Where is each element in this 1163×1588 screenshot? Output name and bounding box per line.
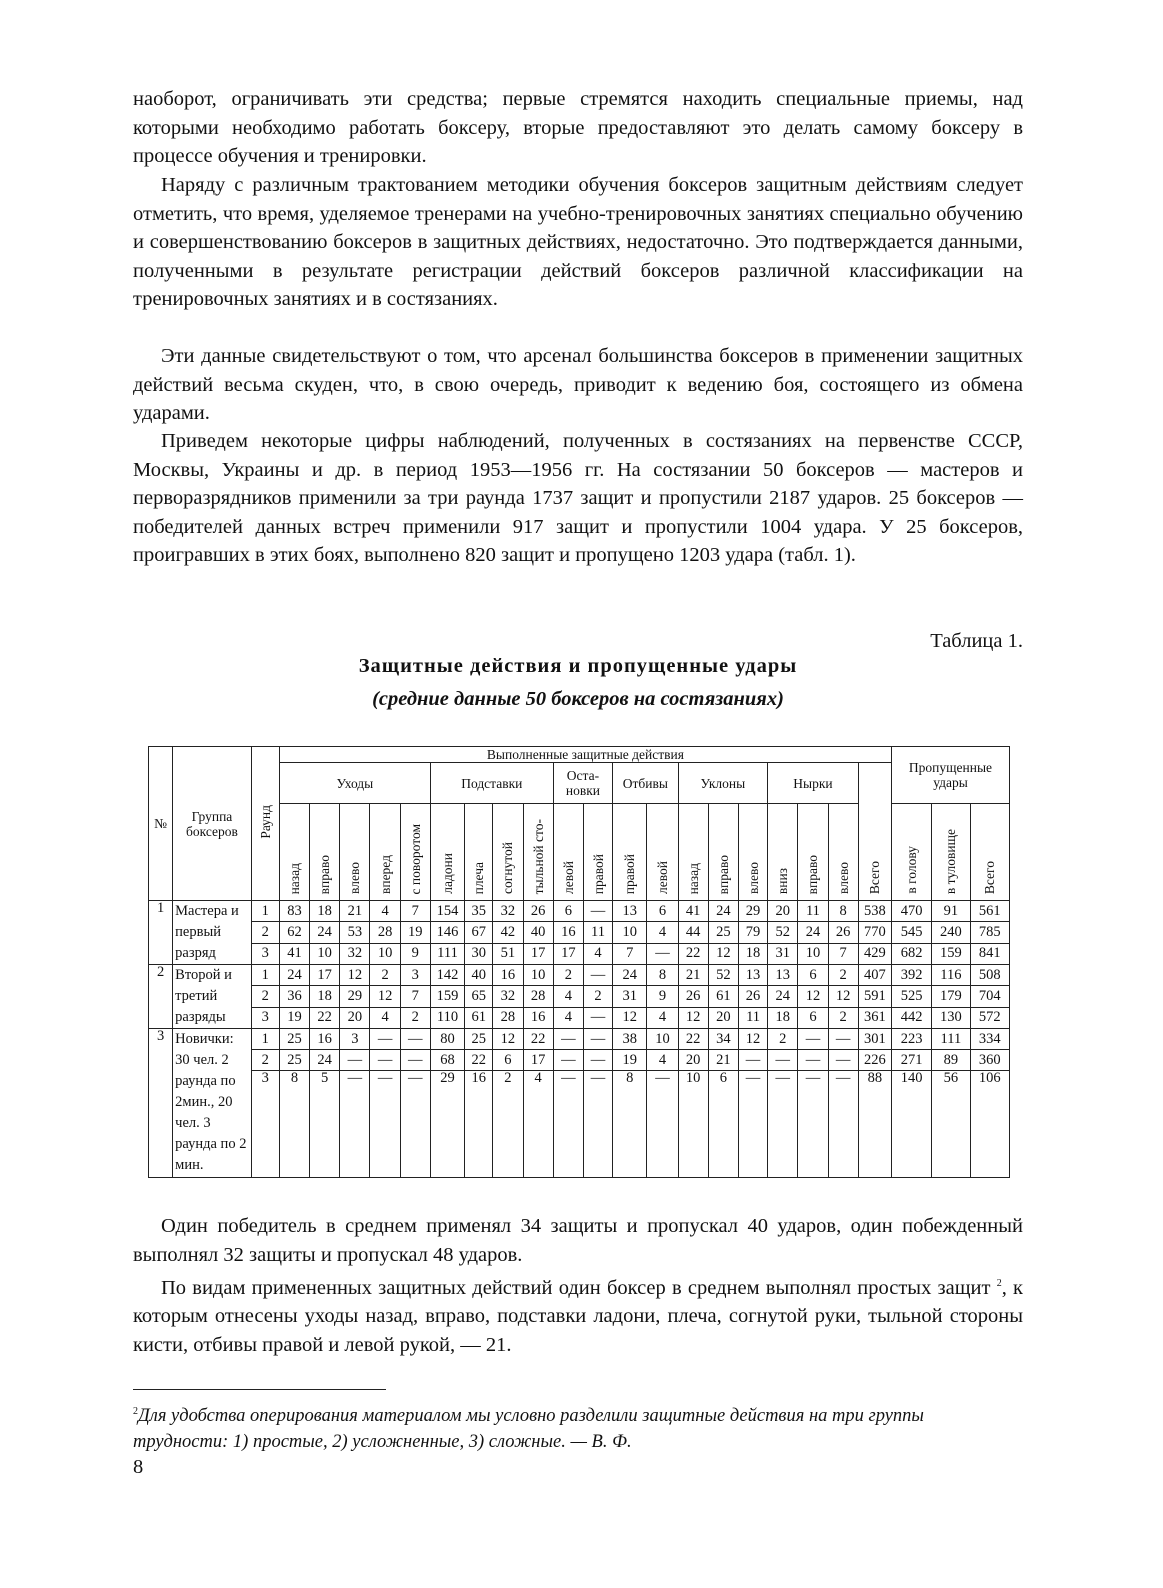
cell-value: 28 bbox=[493, 1007, 523, 1028]
cell-value: 301 bbox=[858, 1029, 891, 1050]
cell-value: 110 bbox=[430, 1007, 464, 1028]
cell-value: 2 bbox=[370, 965, 400, 986]
cell-value: 44 bbox=[678, 922, 708, 943]
cell-value: 24 bbox=[708, 901, 738, 922]
cell-value: — bbox=[400, 1029, 430, 1050]
header-otbivy: Отбивы bbox=[613, 763, 678, 804]
cell-value: 35 bbox=[465, 901, 493, 922]
header-group: Группа боксеров bbox=[173, 747, 252, 901]
col-header: вправо bbox=[798, 804, 828, 901]
cell-value: 591 bbox=[858, 986, 891, 1007]
cell-value: 13 bbox=[768, 965, 798, 986]
cell-value: 3 bbox=[340, 1029, 370, 1050]
cell-value: 4 bbox=[523, 1071, 553, 1178]
cell-value: 65 bbox=[465, 986, 493, 1007]
cell-value: 24 bbox=[613, 965, 647, 986]
cell-value: 61 bbox=[465, 1007, 493, 1028]
cell-value: 20 bbox=[768, 901, 798, 922]
header-total-performed: Всего bbox=[858, 763, 891, 901]
cell-value: 25 bbox=[708, 922, 738, 943]
cell-value: 392 bbox=[891, 965, 931, 986]
cell-group: Новички: 30 чел. 2 раунда по 2мин., 20 чел. 3 раунда по 2 мин. bbox=[173, 1029, 252, 1178]
cell-value: 80 bbox=[430, 1029, 464, 1050]
cell-value: 29 bbox=[430, 1071, 464, 1178]
col-header: с поворотом bbox=[400, 804, 430, 901]
cell-value: — bbox=[798, 1050, 828, 1071]
header-no: № bbox=[149, 747, 173, 901]
cell-value: 26 bbox=[523, 901, 553, 922]
col-header: правой bbox=[613, 804, 647, 901]
header-performed: Выполненные защитные действия bbox=[279, 747, 891, 763]
cell-value: 841 bbox=[970, 943, 1009, 964]
cell-value: 2 bbox=[828, 965, 858, 986]
cell-value: 24 bbox=[768, 986, 798, 1007]
cell-value: 159 bbox=[932, 943, 970, 964]
cell-round: 3 bbox=[251, 1007, 279, 1028]
cell-value: 12 bbox=[370, 986, 400, 1007]
cell-value: 16 bbox=[523, 1007, 553, 1028]
cell-value: 17 bbox=[523, 1050, 553, 1071]
cell-value: 9 bbox=[647, 986, 678, 1007]
cell-value: — bbox=[340, 1071, 370, 1178]
cell-value: 4 bbox=[553, 986, 583, 1007]
cell-value: 7 bbox=[400, 986, 430, 1007]
cell-value: 2 bbox=[493, 1071, 523, 1178]
cell-value: 51 bbox=[493, 943, 523, 964]
cell-value: 18 bbox=[768, 1007, 798, 1028]
cell-value: 12 bbox=[828, 986, 858, 1007]
cell-value: 52 bbox=[708, 965, 738, 986]
cell-value: 5 bbox=[310, 1071, 340, 1178]
cell-value: 20 bbox=[708, 1007, 738, 1028]
cell-value: 9 bbox=[400, 943, 430, 964]
cell-value: 572 bbox=[970, 1007, 1009, 1028]
cell-value: 10 bbox=[798, 943, 828, 964]
cell-value: 525 bbox=[891, 986, 931, 1007]
cell-value: 22 bbox=[310, 1007, 340, 1028]
paragraph-3 bbox=[133, 342, 1023, 428]
cell-round: 2 bbox=[251, 986, 279, 1007]
col-header: тыльной сто- bbox=[523, 804, 553, 901]
cell-value: 31 bbox=[768, 943, 798, 964]
header-uhody: Уходы bbox=[279, 763, 430, 804]
cell-value: 111 bbox=[430, 943, 464, 964]
cell-value: 6 bbox=[647, 901, 678, 922]
table-row bbox=[149, 1029, 1010, 1050]
cell-value: — bbox=[583, 965, 612, 986]
cell-value: 17 bbox=[553, 943, 583, 964]
cell-value: 4 bbox=[370, 901, 400, 922]
cell-value: 41 bbox=[678, 901, 708, 922]
table-row bbox=[149, 1071, 1010, 1178]
cell-value: 38 bbox=[613, 1029, 647, 1050]
cell-value: 19 bbox=[613, 1050, 647, 1071]
paragraph-2 bbox=[133, 171, 1023, 314]
col-header: влево bbox=[340, 804, 370, 901]
cell-value: 21 bbox=[340, 901, 370, 922]
cell-value: 26 bbox=[738, 986, 767, 1007]
cell-value: — bbox=[828, 1029, 858, 1050]
cell-value: — bbox=[370, 1029, 400, 1050]
cell-value: — bbox=[583, 1007, 612, 1028]
cell-round: 3 bbox=[251, 1071, 279, 1178]
table-row bbox=[149, 1007, 1010, 1028]
cell-value: 31 bbox=[613, 986, 647, 1007]
cell-value: 26 bbox=[828, 922, 858, 943]
cell-value: 6 bbox=[708, 1071, 738, 1178]
cell-value: 7 bbox=[400, 901, 430, 922]
table-row bbox=[149, 986, 1010, 1007]
cell-value: 704 bbox=[970, 986, 1009, 1007]
cell-value: 770 bbox=[858, 922, 891, 943]
cell-value: 53 bbox=[340, 922, 370, 943]
cell-value: 2 bbox=[583, 986, 612, 1007]
col-header: в голову bbox=[891, 804, 931, 901]
cell-value: — bbox=[583, 1029, 612, 1050]
cell-value: 6 bbox=[798, 1007, 828, 1028]
cell-value: 21 bbox=[708, 1050, 738, 1071]
footnote-separator bbox=[133, 1389, 386, 1390]
col-header: левой bbox=[647, 804, 678, 901]
cell-value: — bbox=[768, 1050, 798, 1071]
cell-round: 3 bbox=[251, 943, 279, 964]
cell-value: 24 bbox=[310, 922, 340, 943]
cell-value: 56 bbox=[932, 1071, 970, 1178]
paragraph-2-text: Наряду с различным трактованием методики обучения боксеров защитным действиям следует отметить, что время, уделяемое тренерами на учебно-тренировочных занятиях специально обучению и совершенствованию боксеров в защитных действиях, недостаточно. Это подтверждается данными, полученными в результате регистрации действий боксеров различной классификации на тренировочных занятиях и в состязаниях. bbox=[133, 174, 1023, 311]
cell-value: 7 bbox=[613, 943, 647, 964]
cell-value: 30 bbox=[465, 943, 493, 964]
cell-value: — bbox=[553, 1029, 583, 1050]
cell-value: 16 bbox=[493, 965, 523, 986]
cell-value: 16 bbox=[310, 1029, 340, 1050]
cell-value: 407 bbox=[858, 965, 891, 986]
cell-value: 2 bbox=[828, 1007, 858, 1028]
table-row bbox=[149, 901, 1010, 922]
cell-value: — bbox=[828, 1071, 858, 1178]
cell-value: — bbox=[400, 1050, 430, 1071]
cell-value: 29 bbox=[340, 986, 370, 1007]
cell-value: 4 bbox=[647, 1050, 678, 1071]
cell-value: 79 bbox=[738, 922, 767, 943]
cell-value: 4 bbox=[647, 922, 678, 943]
cell-value: — bbox=[370, 1050, 400, 1071]
cell-value: 29 bbox=[738, 901, 767, 922]
table-number: Таблица 1. bbox=[930, 630, 1023, 652]
cell-value: 22 bbox=[678, 943, 708, 964]
cell-value: 682 bbox=[891, 943, 931, 964]
table-row bbox=[149, 1050, 1010, 1071]
cell-value: 40 bbox=[465, 965, 493, 986]
cell-value: 24 bbox=[279, 965, 309, 986]
col-header: назад bbox=[279, 804, 309, 901]
cell-value: 140 bbox=[891, 1071, 931, 1178]
cell-value: 4 bbox=[583, 943, 612, 964]
paragraph-6-text-a: По видам примененных защитных действий один боксер в среднем выполнял простых защит bbox=[161, 1276, 991, 1299]
cell-value: 36 bbox=[279, 986, 309, 1007]
cell-value: 111 bbox=[932, 1029, 970, 1050]
cell-value: 25 bbox=[279, 1029, 309, 1050]
cell-value: — bbox=[647, 943, 678, 964]
cell-value: 116 bbox=[932, 965, 970, 986]
paragraph-6 bbox=[133, 1270, 1023, 1360]
cell-group: Второй и третий разряды bbox=[173, 965, 252, 1029]
cell-value: 41 bbox=[279, 943, 309, 964]
cell-value: 32 bbox=[493, 901, 523, 922]
cell-value: 154 bbox=[430, 901, 464, 922]
table-subtitle: (средние данные 50 боксеров на состязаниях) bbox=[372, 688, 784, 710]
cell-value: 130 bbox=[932, 1007, 970, 1028]
col-header: вперед bbox=[370, 804, 400, 901]
cell-value: 470 bbox=[891, 901, 931, 922]
paragraph-4-text: Приведем некоторые цифры наблюдений, полученных в состязаниях на первенстве СССР, Москвы, Украины и др. в период 1953—1956 гг. На состязании 50 боксеров — мастеров и перворазрядников применили за три раунда 1737 защит и пропустили 2187 ударов. 25 боксеров — победителей данных встреч применили 917 защит и пропустили 1004 удара. У 25 боксеров, проигравших в этих боях, выполнено 820 защит и пропущено 1203 удара (табл. 1). bbox=[133, 430, 1023, 567]
cell-value: 10 bbox=[647, 1029, 678, 1050]
cell-value: 538 bbox=[858, 901, 891, 922]
col-header: влево bbox=[738, 804, 767, 901]
cell-value: 26 bbox=[678, 986, 708, 1007]
cell-value: 561 bbox=[970, 901, 1009, 922]
cell-value: 11 bbox=[738, 1007, 767, 1028]
cell-value: 785 bbox=[970, 922, 1009, 943]
header-missed: Пропущенные удары bbox=[891, 747, 1009, 804]
paragraph-5 bbox=[133, 1212, 1023, 1269]
header-nyrki: Нырки bbox=[768, 763, 859, 804]
cell-value: — bbox=[370, 1071, 400, 1178]
cell-value: 12 bbox=[340, 965, 370, 986]
paragraph-3-text: Эти данные свидетельствуют о том, что арсенал большинства боксеров в применении защитных действий весьма скуден, что, в свою очередь, приводит к ведению боя, состоящего из обмена ударами. bbox=[133, 345, 1023, 425]
cell-round: 1 bbox=[251, 965, 279, 986]
data-table bbox=[148, 746, 1010, 1178]
cell-no: 2 bbox=[149, 965, 173, 1029]
cell-value: 13 bbox=[613, 901, 647, 922]
footnote-ref: 2 bbox=[996, 1278, 1002, 1289]
cell-round: 2 bbox=[251, 1050, 279, 1071]
paragraph-6-text-b: , к которым отнесены уходы назад, вправо, подставки ладони, плеча, согнутой руки, тыльной стороны кисти, отбивы правой и левой рукой, — 21. bbox=[133, 1276, 1024, 1357]
cell-value: 8 bbox=[279, 1071, 309, 1178]
cell-value: 40 bbox=[523, 922, 553, 943]
cell-value: 2 bbox=[768, 1029, 798, 1050]
cell-value: 8 bbox=[647, 965, 678, 986]
cell-value: 34 bbox=[708, 1029, 738, 1050]
cell-value: 106 bbox=[970, 1071, 1009, 1178]
cell-value: 24 bbox=[798, 922, 828, 943]
cell-value: 24 bbox=[310, 1050, 340, 1071]
cell-value: 12 bbox=[493, 1029, 523, 1050]
cell-value: 6 bbox=[493, 1050, 523, 1071]
cell-value: 22 bbox=[523, 1029, 553, 1050]
cell-value: 52 bbox=[768, 922, 798, 943]
table-row bbox=[149, 943, 1010, 964]
cell-value: 361 bbox=[858, 1007, 891, 1028]
col-header: левой bbox=[553, 804, 583, 901]
cell-value: 12 bbox=[738, 1029, 767, 1050]
cell-value: 10 bbox=[678, 1071, 708, 1178]
col-header: вправо bbox=[708, 804, 738, 901]
cell-value: 16 bbox=[465, 1071, 493, 1178]
footnote-mark: 2 bbox=[133, 1406, 138, 1417]
cell-value: 508 bbox=[970, 965, 1009, 986]
cell-value: 18 bbox=[738, 943, 767, 964]
col-header: вниз bbox=[768, 804, 798, 901]
cell-value: 146 bbox=[430, 922, 464, 943]
cell-value: 21 bbox=[678, 965, 708, 986]
table-title: Защитные действия и пропущенные удары bbox=[358, 655, 798, 677]
cell-value: 12 bbox=[678, 1007, 708, 1028]
cell-value: 360 bbox=[970, 1050, 1009, 1071]
cell-value: 6 bbox=[553, 901, 583, 922]
cell-value: 10 bbox=[613, 922, 647, 943]
table-body bbox=[149, 901, 1010, 1178]
cell-value: 10 bbox=[370, 943, 400, 964]
cell-value: 12 bbox=[708, 943, 738, 964]
cell-value: 13 bbox=[738, 965, 767, 986]
footnote bbox=[133, 1399, 1023, 1455]
page-number: 8 bbox=[133, 1456, 144, 1478]
cell-value: 10 bbox=[523, 965, 553, 986]
cell-value: 61 bbox=[708, 986, 738, 1007]
cell-value: — bbox=[798, 1029, 828, 1050]
cell-value: — bbox=[400, 1071, 430, 1178]
cell-value: — bbox=[583, 901, 612, 922]
cell-value: 32 bbox=[493, 986, 523, 1007]
cell-round: 1 bbox=[251, 1029, 279, 1050]
cell-value: 429 bbox=[858, 943, 891, 964]
cell-value: 4 bbox=[370, 1007, 400, 1028]
cell-group: Мастера и первый разряд bbox=[173, 901, 252, 965]
col-header: ладони bbox=[430, 804, 464, 901]
cell-value: 4 bbox=[647, 1007, 678, 1028]
cell-value: 88 bbox=[858, 1071, 891, 1178]
cell-round: 1 bbox=[251, 901, 279, 922]
cell-value: 22 bbox=[678, 1029, 708, 1050]
cell-value: — bbox=[340, 1050, 370, 1071]
cell-value: 271 bbox=[891, 1050, 931, 1071]
table-row bbox=[149, 922, 1010, 943]
cell-value: 42 bbox=[493, 922, 523, 943]
cell-value: 25 bbox=[465, 1029, 493, 1050]
cell-value: 20 bbox=[678, 1050, 708, 1071]
cell-value: — bbox=[738, 1071, 767, 1178]
cell-value: 32 bbox=[340, 943, 370, 964]
cell-value: — bbox=[553, 1050, 583, 1071]
cell-value: 89 bbox=[932, 1050, 970, 1071]
cell-value: 8 bbox=[828, 901, 858, 922]
header-podstavki: Подставки bbox=[430, 763, 553, 804]
cell-value: 223 bbox=[891, 1029, 931, 1050]
col-header: вправо bbox=[310, 804, 340, 901]
cell-value: 11 bbox=[583, 922, 612, 943]
cell-no: 1 bbox=[149, 901, 173, 965]
footnote-text: Для удобства оперирования материалом мы условно разделили защитные действия на три группы трудности: 1) простые, 2) усложненные, 3) сложные. — В. Ф. bbox=[133, 1406, 924, 1453]
cell-value: 91 bbox=[932, 901, 970, 922]
cell-value: 18 bbox=[310, 986, 340, 1007]
header-round: Раунд bbox=[251, 747, 279, 901]
cell-value: 142 bbox=[430, 965, 464, 986]
cell-value: 20 bbox=[340, 1007, 370, 1028]
cell-value: 17 bbox=[523, 943, 553, 964]
cell-value: 12 bbox=[798, 986, 828, 1007]
cell-value: 8 bbox=[613, 1071, 647, 1178]
col-header: Всего bbox=[970, 804, 1009, 901]
cell-value: 11 bbox=[798, 901, 828, 922]
cell-value: 22 bbox=[465, 1050, 493, 1071]
col-header: согнутой bbox=[493, 804, 523, 901]
cell-value: 3 bbox=[400, 965, 430, 986]
col-header: назад bbox=[678, 804, 708, 901]
cell-value: 226 bbox=[858, 1050, 891, 1071]
cell-value: 83 bbox=[279, 901, 309, 922]
col-header: в туловище bbox=[932, 804, 970, 901]
cell-value: 240 bbox=[932, 922, 970, 943]
cell-value: — bbox=[553, 1071, 583, 1178]
cell-value: 6 bbox=[798, 965, 828, 986]
cell-value: — bbox=[583, 1050, 612, 1071]
cell-value: 17 bbox=[310, 965, 340, 986]
cell-value: 159 bbox=[430, 986, 464, 1007]
cell-value: 2 bbox=[400, 1007, 430, 1028]
col-header: правой bbox=[583, 804, 612, 901]
cell-value: 4 bbox=[553, 1007, 583, 1028]
cell-value: — bbox=[828, 1050, 858, 1071]
header-ostanovki: Оста-новки bbox=[553, 763, 612, 804]
cell-value: 62 bbox=[279, 922, 309, 943]
cell-value: — bbox=[738, 1050, 767, 1071]
cell-value: — bbox=[798, 1071, 828, 1178]
paragraph-1: наоборот, ограничивать эти средства; первые стремятся находить специальные приемы, над которыми необходимо работать боксеру, вторые предоставляют это делать самому боксеру в процессе обучения и тренировки. bbox=[133, 88, 1023, 168]
col-header: влево bbox=[828, 804, 858, 901]
cell-value: 28 bbox=[370, 922, 400, 943]
cell-value: — bbox=[583, 1071, 612, 1178]
cell-no: 3 bbox=[149, 1029, 173, 1178]
cell-value: 68 bbox=[430, 1050, 464, 1071]
cell-value: 16 bbox=[553, 922, 583, 943]
cell-value: 12 bbox=[613, 1007, 647, 1028]
cell-value: 179 bbox=[932, 986, 970, 1007]
cell-value: — bbox=[768, 1071, 798, 1178]
cell-value: 19 bbox=[279, 1007, 309, 1028]
cell-value: 442 bbox=[891, 1007, 931, 1028]
header-uklony: Уклоны bbox=[678, 763, 768, 804]
cell-value: — bbox=[647, 1071, 678, 1178]
cell-value: 25 bbox=[279, 1050, 309, 1071]
table-row bbox=[149, 965, 1010, 986]
cell-value: 18 bbox=[310, 901, 340, 922]
cell-value: 28 bbox=[523, 986, 553, 1007]
col-header: плеча bbox=[465, 804, 493, 901]
cell-value: 2 bbox=[553, 965, 583, 986]
cell-value: 7 bbox=[828, 943, 858, 964]
cell-value: 334 bbox=[970, 1029, 1009, 1050]
cell-value: 67 bbox=[465, 922, 493, 943]
paragraph-5-text: Один победитель в среднем применял 34 защиты и пропускал 40 ударов, один побежденный выполнял 32 защиты и пропускал 48 ударов. bbox=[133, 1215, 1023, 1266]
cell-value: 545 bbox=[891, 922, 931, 943]
cell-round: 2 bbox=[251, 922, 279, 943]
cell-value: 19 bbox=[400, 922, 430, 943]
paragraph-4 bbox=[133, 427, 1023, 570]
cell-value: 10 bbox=[310, 943, 340, 964]
